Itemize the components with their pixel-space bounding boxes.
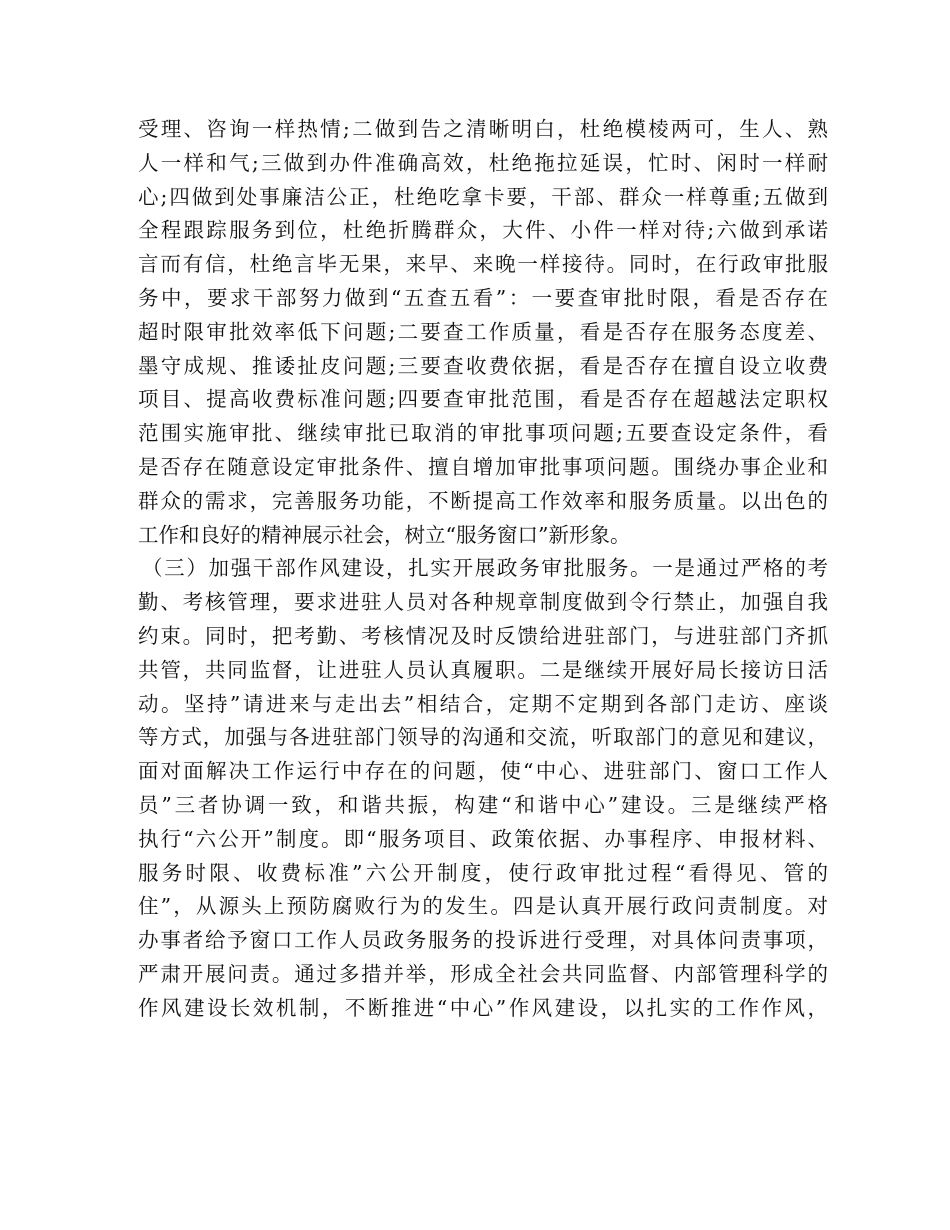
text-line: 办事者给予窗口工作人员政务服务的投诉进行受理，对具体问责事项， [138, 928, 828, 953]
text-line: 人一样和气;三做到办件准确高效，杜绝拖拉延误，忙时、闲时一样耐 [138, 150, 828, 175]
text-line: 心;四做到处事廉洁公正，杜绝吃拿卡要，干部、群众一样尊重;五做到 [138, 184, 828, 209]
text-line: 受理、咨询一样热情;二做到告之清晰明白，杜绝模棱两可，生人、熟 [138, 117, 828, 141]
text-line: 超时限审批效率低下问题;二要查工作质量，看是否存在服务态度差、 [138, 319, 828, 344]
text-line: 言而有信，杜绝言毕无果，来早、来晚一样接待。同时，在行政审批服 [138, 252, 828, 277]
text-line: 约束。同时，把考勤、考核情况及时反馈给进驻部门，与进驻部门齐抓 [138, 623, 828, 648]
body-text [138, 113, 828, 1026]
text-line: 住”，从源头上预防腐败行为的发生。四是认真开展行政问责制度。对 [138, 894, 828, 919]
text-line: 墨守成规、推诿扯皮问题;三要查收费依据，看是否存在擅自设立收费 [138, 353, 828, 378]
text-line: 共管，共同监督，让进驻人员认真履职。二是继续开展好局长接访日活 [138, 657, 828, 682]
text-line: 是否存在随意设定审批条件、擅自增加审批事项问题。围绕办事企业和 [138, 454, 828, 479]
text-line: 勤、考核管理，要求进驻人员对各种规章制度做到令行禁止，加强自我 [138, 590, 828, 615]
text-line: 群众的需求，完善服务功能，不断提高工作效率和服务质量。以出色的 [138, 488, 828, 513]
text-line: 严肃开展问责。通过多措并举，形成全社会共同监督、内部管理科学的 [138, 961, 828, 986]
text-line: 服务时限、收费标准”六公开制度，使行政审批过程“看得见、管的 [138, 860, 828, 885]
text-line: 员”三者协调一致，和谐共振，构建“和谐中心”建设。三是继续严格 [138, 792, 828, 817]
text-line: 项目、提高收费标准问题;四要查审批范围，看是否存在超越法定职权 [138, 387, 828, 412]
text-line: 动。坚持”请进来与走出去”相结合，定期不定期到各部门走访、座谈 [138, 691, 828, 716]
text-line: 工作和良好的精神展示社会，树立“服务窗口”新形象。 [138, 522, 631, 547]
text-line: 务中，要求干部努力做到“五查五看”：一要查审批时限，看是否存在 [138, 285, 828, 310]
text-line: 作风建设长效机制，不断推进“中心”作风建设，以扎实的工作作风， [138, 995, 828, 1020]
text-line: 全程跟踪服务到位，杜绝折腾群众，大件、小件一样对待;六做到承诺 [138, 218, 828, 243]
text-line: （三）加强干部作风建设，扎实开展政务审批服务。一是通过严格的考 [142, 556, 828, 581]
text-line: 等方式，加强与各进驻部门领导的沟通和交流，听取部门的意见和建议， [138, 725, 828, 750]
text-line: 范围实施审批、继续审批已取消的审批事项问题;五要查设定条件，看 [138, 421, 828, 446]
text-line: 面对面解决工作运行中存在的问题，使“中心、进驻部门、窗口工作人 [138, 759, 828, 784]
text-line: 执行“六公开”制度。即“服务项目、政策依据、办事程序、申报材料、 [138, 826, 828, 851]
